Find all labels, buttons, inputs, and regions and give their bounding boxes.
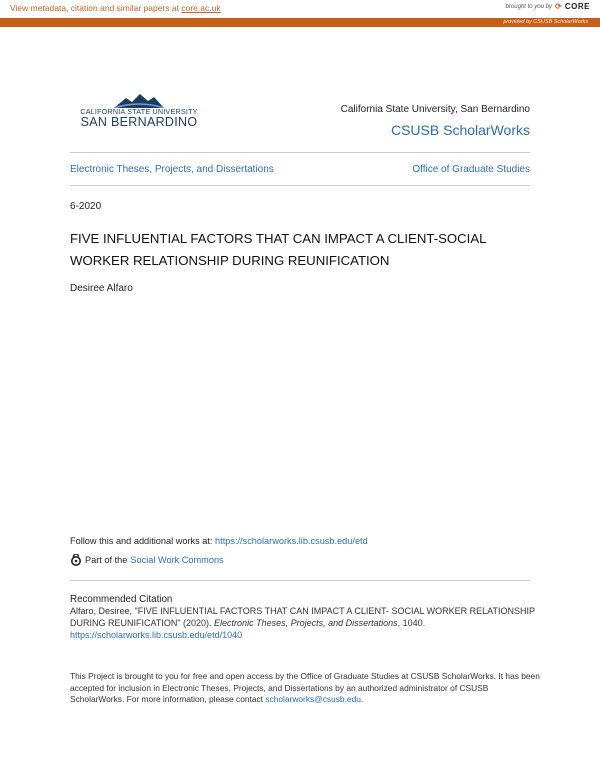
- footer-notice: [70, 671, 540, 706]
- repository-name[interactable]: CSUSB ScholarWorks: [390, 122, 530, 138]
- provided-by-text: provided by CSUSB ScholarWorks: [503, 19, 588, 25]
- part-of-line: [70, 554, 224, 566]
- institution-name: California State University, San Bernardino: [340, 104, 530, 115]
- publication-date: 6-2020: [70, 201, 102, 212]
- divider: [70, 580, 530, 581]
- divider: [70, 152, 530, 153]
- author-name: Desiree Alfaro: [70, 283, 133, 294]
- mountain-peaks-icon: [114, 92, 164, 108]
- core-mark-icon: ⟳: [554, 2, 563, 11]
- footer-text: This Project is brought to you for free and open access by the Office of Graduate Studies at CSUSB ScholarWorks. It has been accepted for inclusion in Electronic Theses, Projects, and Dissertations by an authorized administrator of CSUSB ScholarWorks. For more information, please contact: [70, 671, 540, 704]
- collection-link[interactable]: Electronic Theses, Projects, and Dissertations: [70, 164, 274, 175]
- logo-line-2: SAN BERNARDINO: [80, 115, 198, 129]
- core-brought-by: [506, 2, 590, 11]
- follow-url-link[interactable]: https://scholarworks.lib.csusb.edu/etd: [215, 536, 368, 546]
- contact-email-link[interactable]: scholarworks@csusb.edu: [265, 694, 361, 704]
- core-metadata-text: [10, 3, 221, 13]
- core-metadata-label: View metadata, citation and similar papers at: [10, 3, 182, 13]
- citation-heading: Recommended Citation: [70, 594, 173, 605]
- footer-end: .: [360, 694, 364, 704]
- core-logo-text: CORE: [564, 2, 590, 11]
- core-header-bar: [0, 0, 600, 18]
- university-logo: [78, 92, 200, 132]
- citation-series: Electronic Theses, Projects, and Dissertations: [214, 617, 398, 628]
- brought-by-text: brought to you by: [505, 3, 552, 10]
- citation-text: [70, 606, 540, 641]
- core-logo[interactable]: [555, 2, 590, 11]
- divider: [70, 185, 530, 186]
- citation-body: Alfaro, Desiree, "FIVE INFLUENTIAL FACTORS THAT CAN IMPACT A CLIENT- SOCIAL WORKER RELATIONSHIP DURING REUNIFICATION" (2020).: [70, 606, 535, 628]
- department-link[interactable]: Office of Graduate Studies: [412, 164, 530, 175]
- open-access-icon: [70, 554, 82, 566]
- citation-number: . 1040.: [397, 617, 426, 628]
- citation-url-link[interactable]: https://scholarworks.lib.csusb.edu/etd/1040: [70, 629, 243, 640]
- document-title: FIVE INFLUENTIAL FACTORS THAT CAN IMPACT A CLIENT-SOCIAL WORKER RELATIONSHIP DURING REUNIFICATION: [70, 231, 486, 268]
- part-of-label: Part of the: [85, 555, 128, 565]
- provided-by-bar: [0, 18, 600, 27]
- follow-line: [70, 536, 368, 546]
- follow-label: Follow this and additional works at:: [70, 536, 216, 546]
- social-work-commons-link[interactable]: Social Work Commons: [130, 555, 224, 565]
- core-link[interactable]: core.ac.uk: [181, 3, 221, 13]
- logo-line-1: CALIFORNIA STATE UNIVERSITY: [80, 107, 198, 116]
